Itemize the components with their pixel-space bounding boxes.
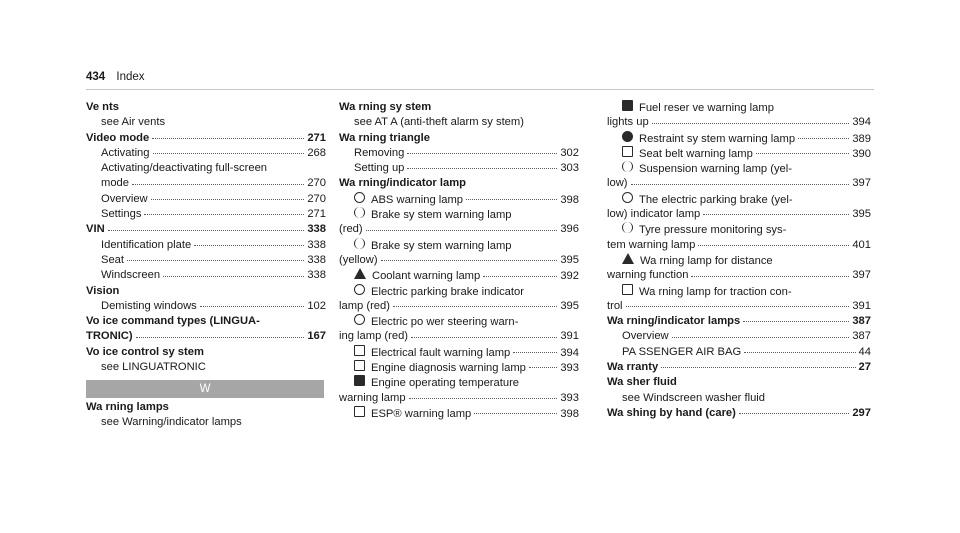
index-entry-text: lights up	[607, 116, 649, 129]
index-entry-text: Activating/deactivating full-screen	[101, 162, 268, 175]
index-entry	[339, 375, 579, 390]
header-divider	[86, 89, 874, 90]
index-entry	[86, 100, 326, 115]
index-entry	[339, 192, 579, 207]
index-entry-text: mode	[101, 177, 129, 190]
index-entry	[339, 161, 579, 176]
page-reference[interactable]: 395	[560, 299, 579, 312]
index-entry	[339, 391, 579, 406]
index-entry	[607, 131, 871, 146]
leader-dots	[381, 260, 558, 261]
leader-dots	[163, 276, 304, 277]
index-entry-text: Wa rning triangle	[339, 131, 430, 144]
leader-dots	[144, 214, 304, 215]
parking-brake-icon	[622, 192, 633, 203]
page-reference[interactable]: 392	[560, 270, 579, 283]
page-reference[interactable]: 27	[858, 361, 871, 374]
index-entry	[607, 146, 871, 161]
section-letter: W	[199, 383, 211, 395]
index-entry	[607, 161, 871, 176]
index-entry-text: ABS warning lamp	[371, 193, 464, 206]
index-entry-text: Vo ice command types (LINGUA-	[86, 315, 260, 328]
index-entry-text: Wa rning lamps	[86, 401, 169, 413]
index-entry-text: Vision	[86, 284, 120, 297]
index-entry	[339, 329, 579, 344]
index-entry	[86, 400, 326, 415]
battery-icon	[354, 345, 365, 356]
parking-brake-icon	[354, 284, 365, 295]
index-entry-text: Suspension warning lamp (yel-	[639, 163, 792, 176]
index-entry-text: Activating	[101, 146, 150, 159]
index-entry-text: see LINGUATRONIC	[101, 361, 206, 374]
index-entry-text: low) indicator lamp	[607, 208, 701, 221]
leader-dots	[691, 276, 849, 277]
index-entry	[607, 253, 871, 268]
index-column-3	[607, 100, 871, 421]
page-reference[interactable]: 389	[852, 132, 871, 145]
index-entry	[339, 100, 579, 115]
index-entry-text: Setting up	[354, 162, 405, 175]
page-reference[interactable]: 393	[560, 391, 579, 404]
leader-dots	[483, 276, 557, 277]
index-entry	[607, 329, 871, 344]
leader-dots	[466, 199, 557, 200]
index-entry-text: Wa shing by hand (care)	[607, 406, 736, 419]
index-entry	[607, 345, 871, 360]
index-entry	[86, 415, 326, 430]
index-entry-text: Seat	[101, 253, 125, 266]
index-entry	[339, 406, 579, 421]
leader-dots	[529, 367, 557, 368]
index-entry	[607, 115, 871, 130]
distance-icon	[622, 253, 634, 264]
index-entry	[607, 391, 871, 406]
index-entry-text: Settings	[101, 208, 142, 221]
leader-dots	[672, 337, 850, 338]
index-entry-text: PA SSENGER AIR BAG	[622, 345, 742, 358]
page-reference[interactable]: 338	[307, 269, 326, 282]
index-entry-text: low)	[607, 177, 628, 190]
page-title: Index	[116, 71, 145, 83]
index-entry	[339, 238, 579, 253]
index-entry	[339, 222, 579, 237]
leader-dots	[409, 398, 558, 399]
leader-dots	[703, 214, 849, 215]
page-reference[interactable]: 391	[852, 299, 871, 312]
index-entry	[607, 284, 871, 299]
page-reference[interactable]: 44	[858, 345, 871, 358]
index-entry-text: VIN	[86, 223, 105, 236]
page-reference[interactable]: 395	[560, 253, 579, 266]
index-entry-text: Restraint sy stem warning lamp	[639, 132, 796, 145]
index-entry	[86, 345, 326, 360]
leader-dots	[744, 352, 855, 353]
index-entry	[86, 176, 326, 191]
leader-dots	[474, 413, 557, 414]
index-entry-text: see Air vents	[101, 116, 166, 129]
brake-icon	[354, 207, 365, 218]
leader-dots	[127, 260, 304, 261]
index-entry	[339, 207, 579, 222]
page-reference[interactable]: 338	[307, 253, 326, 266]
tyre-icon	[622, 222, 633, 233]
abs-icon	[354, 192, 365, 203]
index-entry	[339, 360, 579, 375]
index-entry	[86, 238, 326, 253]
leader-dots	[194, 245, 304, 246]
leader-dots	[661, 367, 855, 368]
page-reference[interactable]: 302	[560, 146, 579, 159]
leader-dots	[393, 306, 557, 307]
index-entry-text: warning lamp	[339, 391, 406, 404]
index-entry-text: Overview	[622, 330, 669, 343]
index-entry-text: trol	[607, 299, 623, 312]
index-entry	[86, 192, 326, 207]
page-reference[interactable]: 167	[307, 330, 326, 343]
index-entry-text: Seat belt warning lamp	[639, 147, 753, 160]
page-reference[interactable]: 394	[852, 116, 871, 129]
leader-dots	[366, 230, 558, 231]
index-entry-text: Demisting windows	[101, 299, 197, 312]
page-number: 434	[86, 71, 106, 83]
leader-dots	[743, 321, 849, 322]
esp-icon	[354, 406, 365, 417]
seatbelt-icon	[622, 146, 633, 157]
page-reference[interactable]: 270	[307, 177, 326, 190]
page-reference[interactable]: 303	[560, 162, 579, 175]
index-entry-text: The electric parking brake (yel-	[639, 193, 793, 206]
index-entry-text: Ve nts	[86, 101, 119, 113]
leader-dots	[756, 153, 850, 154]
index-entry-text: Removing	[354, 146, 405, 159]
index-entry-text: Electric parking brake indicator	[371, 285, 524, 298]
index-entry-text: ing lamp (red)	[339, 330, 409, 343]
index-entry-text: Wa rranty	[607, 361, 659, 374]
page-reference[interactable]: 397	[852, 177, 871, 190]
index-entry-text: TRONIC)	[86, 330, 133, 343]
index-entry-text: Engine operating temperature	[371, 377, 520, 390]
index-entry	[86, 253, 326, 268]
index-entry-text: lamp (red)	[339, 299, 390, 312]
engine-icon	[354, 360, 365, 371]
page-header	[86, 71, 145, 83]
index-entry	[607, 360, 871, 375]
brake-icon	[354, 238, 365, 249]
index-entry-text: Wa rning/indicator lamps	[607, 315, 741, 328]
index-entry	[339, 314, 579, 329]
index-entry	[86, 299, 326, 314]
index-entry-text: Wa rning sy stem	[339, 101, 432, 113]
leader-dots	[407, 153, 557, 154]
index-entry	[607, 192, 871, 207]
index-entry	[339, 253, 579, 268]
index-entry-text: Vo ice control sy stem	[86, 345, 204, 358]
index-entry-text: Windscreen	[101, 269, 161, 282]
index-entry	[86, 268, 326, 283]
index-entry	[339, 131, 579, 146]
index-entry	[86, 146, 326, 161]
coolant-icon	[354, 268, 366, 279]
leader-dots	[151, 199, 305, 200]
index-entry-text: Brake sy stem warning lamp	[371, 209, 512, 222]
index-entry	[607, 176, 871, 191]
leader-dots	[136, 337, 305, 338]
index-entry-text: Fuel reser ve warning lamp	[639, 102, 774, 114]
index-entry	[86, 284, 326, 299]
index-entry	[607, 375, 871, 390]
index-entry-text: Electric po wer steering warn-	[371, 316, 519, 329]
index-entry-text: Electrical fault warning lamp	[371, 346, 511, 359]
index-column-1-w-section	[86, 400, 326, 431]
page-reference[interactable]: 297	[852, 406, 871, 419]
index-entry-text: warning function	[607, 269, 689, 282]
index-entry	[607, 222, 871, 237]
index-entry	[86, 115, 326, 130]
index-entry	[339, 284, 579, 299]
index-entry	[86, 131, 326, 146]
leader-dots	[626, 306, 850, 307]
index-entry-text: Tyre pressure monitoring sys-	[639, 224, 787, 237]
index-entry-text: Wa sher fluid	[607, 376, 677, 389]
index-entry-text: Wa rning/indicator lamp	[339, 177, 467, 190]
page-reference[interactable]: 102	[307, 299, 326, 312]
index-entry	[339, 176, 579, 191]
index-entry	[607, 100, 871, 115]
page-reference[interactable]: 338	[307, 223, 326, 236]
index-entry	[86, 161, 326, 176]
page-reference[interactable]: 268	[307, 146, 326, 159]
page-reference[interactable]: 395	[852, 208, 871, 221]
leader-dots	[407, 168, 557, 169]
index-entry	[86, 314, 326, 329]
index-entry-text: see Windscreen washer fluid	[622, 391, 766, 404]
traction-icon	[622, 284, 633, 295]
index-entry-text: Wa rning lamp for traction con-	[639, 285, 792, 298]
leader-dots	[631, 184, 850, 185]
page-reference[interactable]: 387	[852, 330, 871, 343]
leader-dots	[513, 352, 557, 353]
page-reference[interactable]: 271	[307, 131, 326, 144]
section-letter-bar	[86, 380, 324, 398]
index-entry-text: Wa rning lamp for distance	[640, 254, 773, 267]
index-entry	[339, 115, 579, 130]
leader-dots	[108, 230, 305, 231]
leader-dots	[200, 306, 305, 307]
leader-dots	[153, 153, 305, 154]
page-reference[interactable]: 398	[560, 407, 579, 420]
page-reference[interactable]: 398	[560, 193, 579, 206]
page-reference[interactable]: 394	[560, 346, 579, 359]
index-entry	[86, 222, 326, 237]
leader-dots	[411, 337, 557, 338]
index-entry	[339, 299, 579, 314]
index-entry	[607, 207, 871, 222]
index-entry-text: (red)	[339, 223, 363, 236]
index-entry-text: Video mode	[86, 131, 150, 144]
index-entry	[607, 238, 871, 253]
index-entry-text: Overview	[101, 192, 148, 205]
index-entry-text: Coolant warning lamp	[372, 270, 481, 283]
steering-icon	[354, 314, 365, 325]
index-entry	[339, 268, 579, 283]
index-entry-text: Identification plate	[101, 238, 192, 251]
index-entry	[86, 329, 326, 344]
suspension-icon	[622, 161, 633, 172]
leader-dots	[652, 123, 850, 124]
index-column-2	[339, 100, 579, 421]
index-column-1	[86, 100, 326, 375]
page-reference[interactable]: 338	[307, 238, 326, 251]
index-entry	[339, 345, 579, 360]
index-entry-text: tem warning lamp	[607, 238, 696, 251]
page-reference[interactable]: 390	[852, 147, 871, 160]
page-reference[interactable]: 270	[307, 192, 326, 205]
index-entry-text: see Warning/indicator lamps	[101, 416, 242, 429]
index-entry-text: Engine diagnosis warning lamp	[371, 362, 526, 375]
page-reference[interactable]: 401	[852, 238, 871, 251]
fuel-icon	[622, 100, 633, 111]
index-entry-text: Brake sy stem warning lamp	[371, 239, 512, 252]
page-reference[interactable]: 387	[852, 315, 871, 328]
index-entry	[339, 146, 579, 161]
page-reference[interactable]: 397	[852, 269, 871, 282]
index-entry	[607, 406, 871, 421]
leader-dots	[132, 184, 304, 185]
leader-dots	[698, 245, 849, 246]
page-reference[interactable]: 393	[560, 362, 579, 375]
index-entry	[607, 299, 871, 314]
index-entry-text: (yellow)	[339, 253, 378, 266]
index-entry	[607, 268, 871, 283]
page-reference[interactable]: 391	[560, 330, 579, 343]
leader-dots	[739, 413, 849, 414]
index-entry	[607, 314, 871, 329]
temperature-icon	[354, 375, 365, 386]
index-entry-text: ESP® warning lamp	[371, 407, 472, 420]
index-entry-text: see AT A (anti-theft alarm sy stem)	[354, 116, 524, 129]
page-reference[interactable]: 271	[307, 208, 326, 221]
leader-dots	[152, 138, 304, 139]
restraint-icon	[622, 131, 633, 142]
leader-dots	[798, 138, 849, 139]
page-reference[interactable]: 396	[560, 223, 579, 236]
index-entry	[86, 207, 326, 222]
index-entry	[86, 360, 326, 375]
